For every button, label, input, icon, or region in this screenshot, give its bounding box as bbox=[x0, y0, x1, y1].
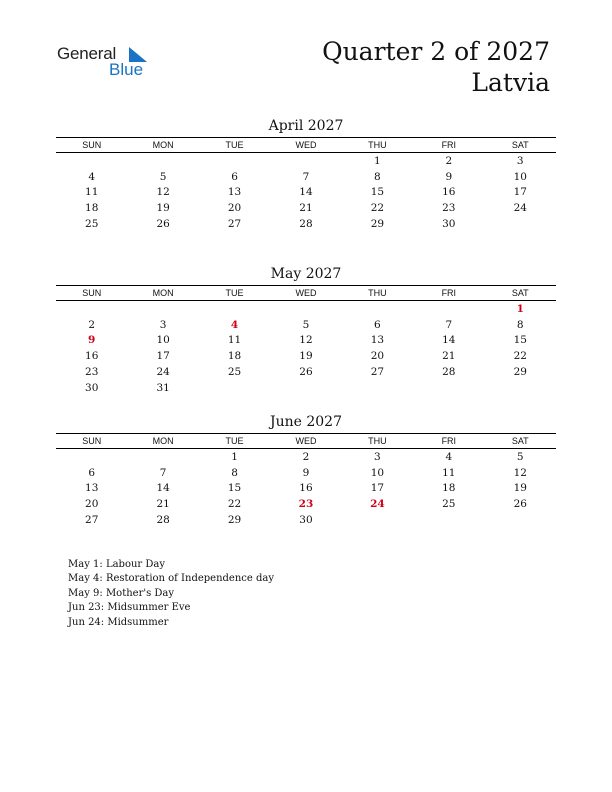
day-cell: 2 bbox=[302, 450, 310, 463]
holiday-note: May 9: Mother's Day bbox=[68, 587, 175, 599]
empty-day-cell bbox=[199, 301, 270, 317]
holiday-note: May 4: Restoration of Independence day bbox=[68, 573, 274, 585]
day-cell: 10 bbox=[513, 170, 527, 183]
day-cell: 22 bbox=[370, 202, 385, 215]
day-cell: 15 bbox=[513, 334, 527, 347]
day-cell: 8 bbox=[374, 170, 381, 183]
weekday-header-row bbox=[56, 434, 556, 449]
weekday-label: THU bbox=[342, 286, 413, 301]
generalblue-logo bbox=[57, 44, 157, 84]
day-cell: 8 bbox=[231, 466, 238, 479]
weekday-label: MON bbox=[127, 138, 198, 153]
day-cell: 30 bbox=[299, 514, 313, 527]
week-row bbox=[56, 333, 556, 349]
day-cell: 11 bbox=[227, 334, 242, 347]
holiday-note: Jun 23: Midsummer Eve bbox=[68, 602, 191, 614]
day-cell: 22 bbox=[513, 350, 527, 363]
month-calendar-may bbox=[56, 265, 556, 396]
week-row bbox=[56, 200, 556, 216]
week-row bbox=[56, 496, 556, 512]
day-cell: 3 bbox=[374, 450, 381, 463]
empty-day-cell bbox=[342, 301, 413, 317]
day-cell: 17 bbox=[513, 186, 527, 199]
title-quarter: Quarter 2 of 2027 bbox=[322, 37, 550, 66]
weekday-header-row bbox=[56, 138, 556, 153]
month-grid bbox=[56, 285, 556, 396]
month-grid bbox=[56, 137, 556, 232]
day-cell: 20 bbox=[85, 498, 99, 511]
empty-day-cell bbox=[413, 380, 484, 396]
day-cell: 16 bbox=[299, 482, 313, 495]
weekday-label: TUE bbox=[199, 138, 270, 153]
month-grid bbox=[56, 433, 556, 528]
day-cell: 18 bbox=[442, 482, 456, 495]
weekday-label: TUE bbox=[199, 286, 270, 301]
empty-day-cell bbox=[342, 512, 413, 528]
empty-day-cell bbox=[127, 449, 198, 465]
logo-blue-text: Blue bbox=[109, 60, 144, 79]
weekday-label: FRI bbox=[413, 286, 484, 301]
week-row bbox=[56, 481, 556, 497]
day-cell: 30 bbox=[442, 218, 456, 231]
day-cell: 11 bbox=[442, 466, 456, 479]
day-cell: 6 bbox=[231, 170, 238, 183]
empty-day-cell bbox=[199, 380, 270, 396]
holiday-list bbox=[68, 558, 274, 630]
day-cell: 19 bbox=[156, 202, 170, 215]
week-row bbox=[56, 364, 556, 380]
day-cell: 29 bbox=[227, 514, 242, 527]
month-name: June 2027 bbox=[269, 414, 342, 430]
day-cell: 22 bbox=[227, 498, 242, 511]
day-cell: 27 bbox=[227, 218, 242, 231]
day-cell: 25 bbox=[227, 366, 242, 379]
day-cell: 13 bbox=[370, 334, 385, 347]
day-cell: 9 bbox=[88, 334, 96, 347]
day-cell: 10 bbox=[156, 334, 170, 347]
week-row bbox=[56, 153, 556, 169]
day-cell: 23 bbox=[298, 498, 314, 511]
week-row bbox=[56, 465, 556, 481]
day-cell: 26 bbox=[156, 218, 170, 231]
day-cell: 27 bbox=[85, 514, 99, 527]
day-cell: 24 bbox=[370, 498, 385, 511]
weekday-label: THU bbox=[342, 138, 413, 153]
weekday-label: SUN bbox=[56, 138, 127, 153]
day-cell: 13 bbox=[227, 186, 242, 199]
day-cell: 7 bbox=[159, 466, 167, 479]
weekday-label: TUE bbox=[199, 434, 270, 449]
day-cell: 3 bbox=[516, 154, 524, 167]
title-country: Latvia bbox=[471, 68, 550, 97]
empty-day-cell bbox=[56, 449, 127, 465]
empty-day-cell bbox=[127, 301, 198, 317]
day-cell: 24 bbox=[156, 366, 170, 379]
weekday-label: WED bbox=[270, 286, 341, 301]
day-cell: 4 bbox=[88, 170, 96, 183]
week-row bbox=[56, 380, 556, 396]
empty-day-cell bbox=[127, 153, 198, 169]
day-cell: 16 bbox=[85, 350, 99, 363]
day-cell: 13 bbox=[85, 482, 99, 495]
day-cell: 12 bbox=[156, 186, 170, 199]
empty-day-cell bbox=[413, 512, 484, 528]
day-cell: 23 bbox=[442, 202, 456, 215]
day-cell: 20 bbox=[227, 202, 242, 215]
empty-day-cell bbox=[56, 153, 127, 169]
day-cell: 23 bbox=[85, 366, 99, 379]
day-cell: 21 bbox=[156, 498, 170, 511]
day-cell: 12 bbox=[299, 334, 313, 347]
day-cell: 26 bbox=[513, 498, 527, 511]
empty-day-cell bbox=[485, 380, 556, 396]
day-cell: 28 bbox=[299, 218, 313, 231]
day-cell: 29 bbox=[370, 218, 385, 231]
day-cell: 1 bbox=[231, 450, 238, 463]
day-cell: 31 bbox=[156, 381, 170, 394]
day-cell: 19 bbox=[299, 350, 313, 363]
week-row bbox=[56, 317, 556, 333]
month-name: May 2027 bbox=[270, 266, 342, 282]
week-row bbox=[56, 169, 556, 185]
day-cell: 20 bbox=[370, 350, 385, 363]
weekday-label: MON bbox=[127, 434, 198, 449]
week-row bbox=[56, 301, 556, 317]
weekday-label: SAT bbox=[485, 434, 556, 449]
day-cell: 5 bbox=[302, 318, 310, 331]
day-cell: 29 bbox=[513, 366, 527, 379]
empty-day-cell bbox=[485, 216, 556, 232]
weekday-label: SAT bbox=[485, 286, 556, 301]
empty-day-cell bbox=[485, 512, 556, 528]
day-cell: 28 bbox=[156, 514, 170, 527]
empty-day-cell bbox=[270, 153, 341, 169]
weekday-label: SAT bbox=[485, 138, 556, 153]
day-cell: 5 bbox=[516, 450, 524, 463]
holiday-note: May 1: Labour Day bbox=[68, 559, 165, 570]
day-cell: 25 bbox=[442, 498, 456, 511]
day-cell: 1 bbox=[516, 302, 524, 315]
day-cell: 4 bbox=[445, 450, 453, 463]
day-cell: 30 bbox=[85, 381, 99, 394]
week-row bbox=[56, 512, 556, 528]
day-cell: 12 bbox=[513, 466, 527, 479]
empty-day-cell bbox=[413, 301, 484, 317]
day-cell: 26 bbox=[299, 366, 313, 379]
weekday-label: FRI bbox=[413, 434, 484, 449]
month-calendar-april bbox=[56, 117, 556, 232]
day-cell: 19 bbox=[513, 482, 527, 495]
day-cell: 17 bbox=[370, 482, 385, 495]
day-cell: 9 bbox=[302, 466, 310, 479]
month-name: April 2027 bbox=[268, 118, 344, 134]
empty-day-cell bbox=[270, 301, 341, 317]
day-cell: 9 bbox=[445, 170, 453, 183]
empty-day-cell bbox=[199, 153, 270, 169]
weekday-label: WED bbox=[270, 138, 341, 153]
week-row bbox=[56, 185, 556, 201]
week-row bbox=[56, 449, 556, 465]
day-cell: 5 bbox=[159, 170, 167, 183]
day-cell: 7 bbox=[445, 318, 453, 331]
weekday-label: FRI bbox=[413, 138, 484, 153]
day-cell: 14 bbox=[156, 482, 170, 495]
week-row bbox=[56, 348, 556, 364]
day-cell: 21 bbox=[442, 350, 456, 363]
day-cell: 24 bbox=[513, 202, 527, 215]
day-cell: 28 bbox=[442, 366, 456, 379]
day-cell: 18 bbox=[227, 350, 242, 363]
day-cell: 18 bbox=[85, 202, 99, 215]
weekday-label: SUN bbox=[56, 434, 127, 449]
weekday-label: MON bbox=[127, 286, 198, 301]
logo-general-text: General bbox=[57, 44, 117, 63]
day-cell: 27 bbox=[370, 366, 385, 379]
day-cell: 16 bbox=[442, 186, 456, 199]
day-cell: 11 bbox=[85, 186, 99, 199]
holiday-note: Jun 24: Midsummer bbox=[68, 616, 169, 628]
day-cell: 10 bbox=[370, 466, 385, 479]
day-cell: 21 bbox=[299, 202, 313, 215]
day-cell: 15 bbox=[227, 482, 242, 495]
day-cell: 4 bbox=[230, 318, 239, 331]
weekday-label: THU bbox=[342, 434, 413, 449]
day-cell: 25 bbox=[85, 218, 99, 231]
day-cell: 3 bbox=[159, 318, 167, 331]
day-cell: 1 bbox=[374, 154, 381, 167]
day-cell: 14 bbox=[299, 186, 313, 199]
day-cell: 2 bbox=[445, 154, 453, 167]
weekday-header-row bbox=[56, 286, 556, 301]
day-cell: 7 bbox=[302, 170, 310, 183]
day-cell: 14 bbox=[442, 334, 456, 347]
day-cell: 6 bbox=[88, 466, 96, 479]
day-cell: 17 bbox=[156, 350, 170, 363]
day-cell: 8 bbox=[516, 318, 524, 331]
empty-day-cell bbox=[270, 380, 341, 396]
week-row bbox=[56, 216, 556, 232]
day-cell: 2 bbox=[88, 318, 96, 331]
empty-day-cell bbox=[342, 380, 413, 396]
page-title bbox=[322, 36, 550, 98]
month-calendar-june bbox=[56, 413, 556, 528]
empty-day-cell bbox=[56, 301, 127, 317]
weekday-label: SUN bbox=[56, 286, 127, 301]
day-cell: 15 bbox=[370, 186, 385, 199]
day-cell: 6 bbox=[374, 318, 381, 331]
weekday-label: WED bbox=[270, 434, 341, 449]
